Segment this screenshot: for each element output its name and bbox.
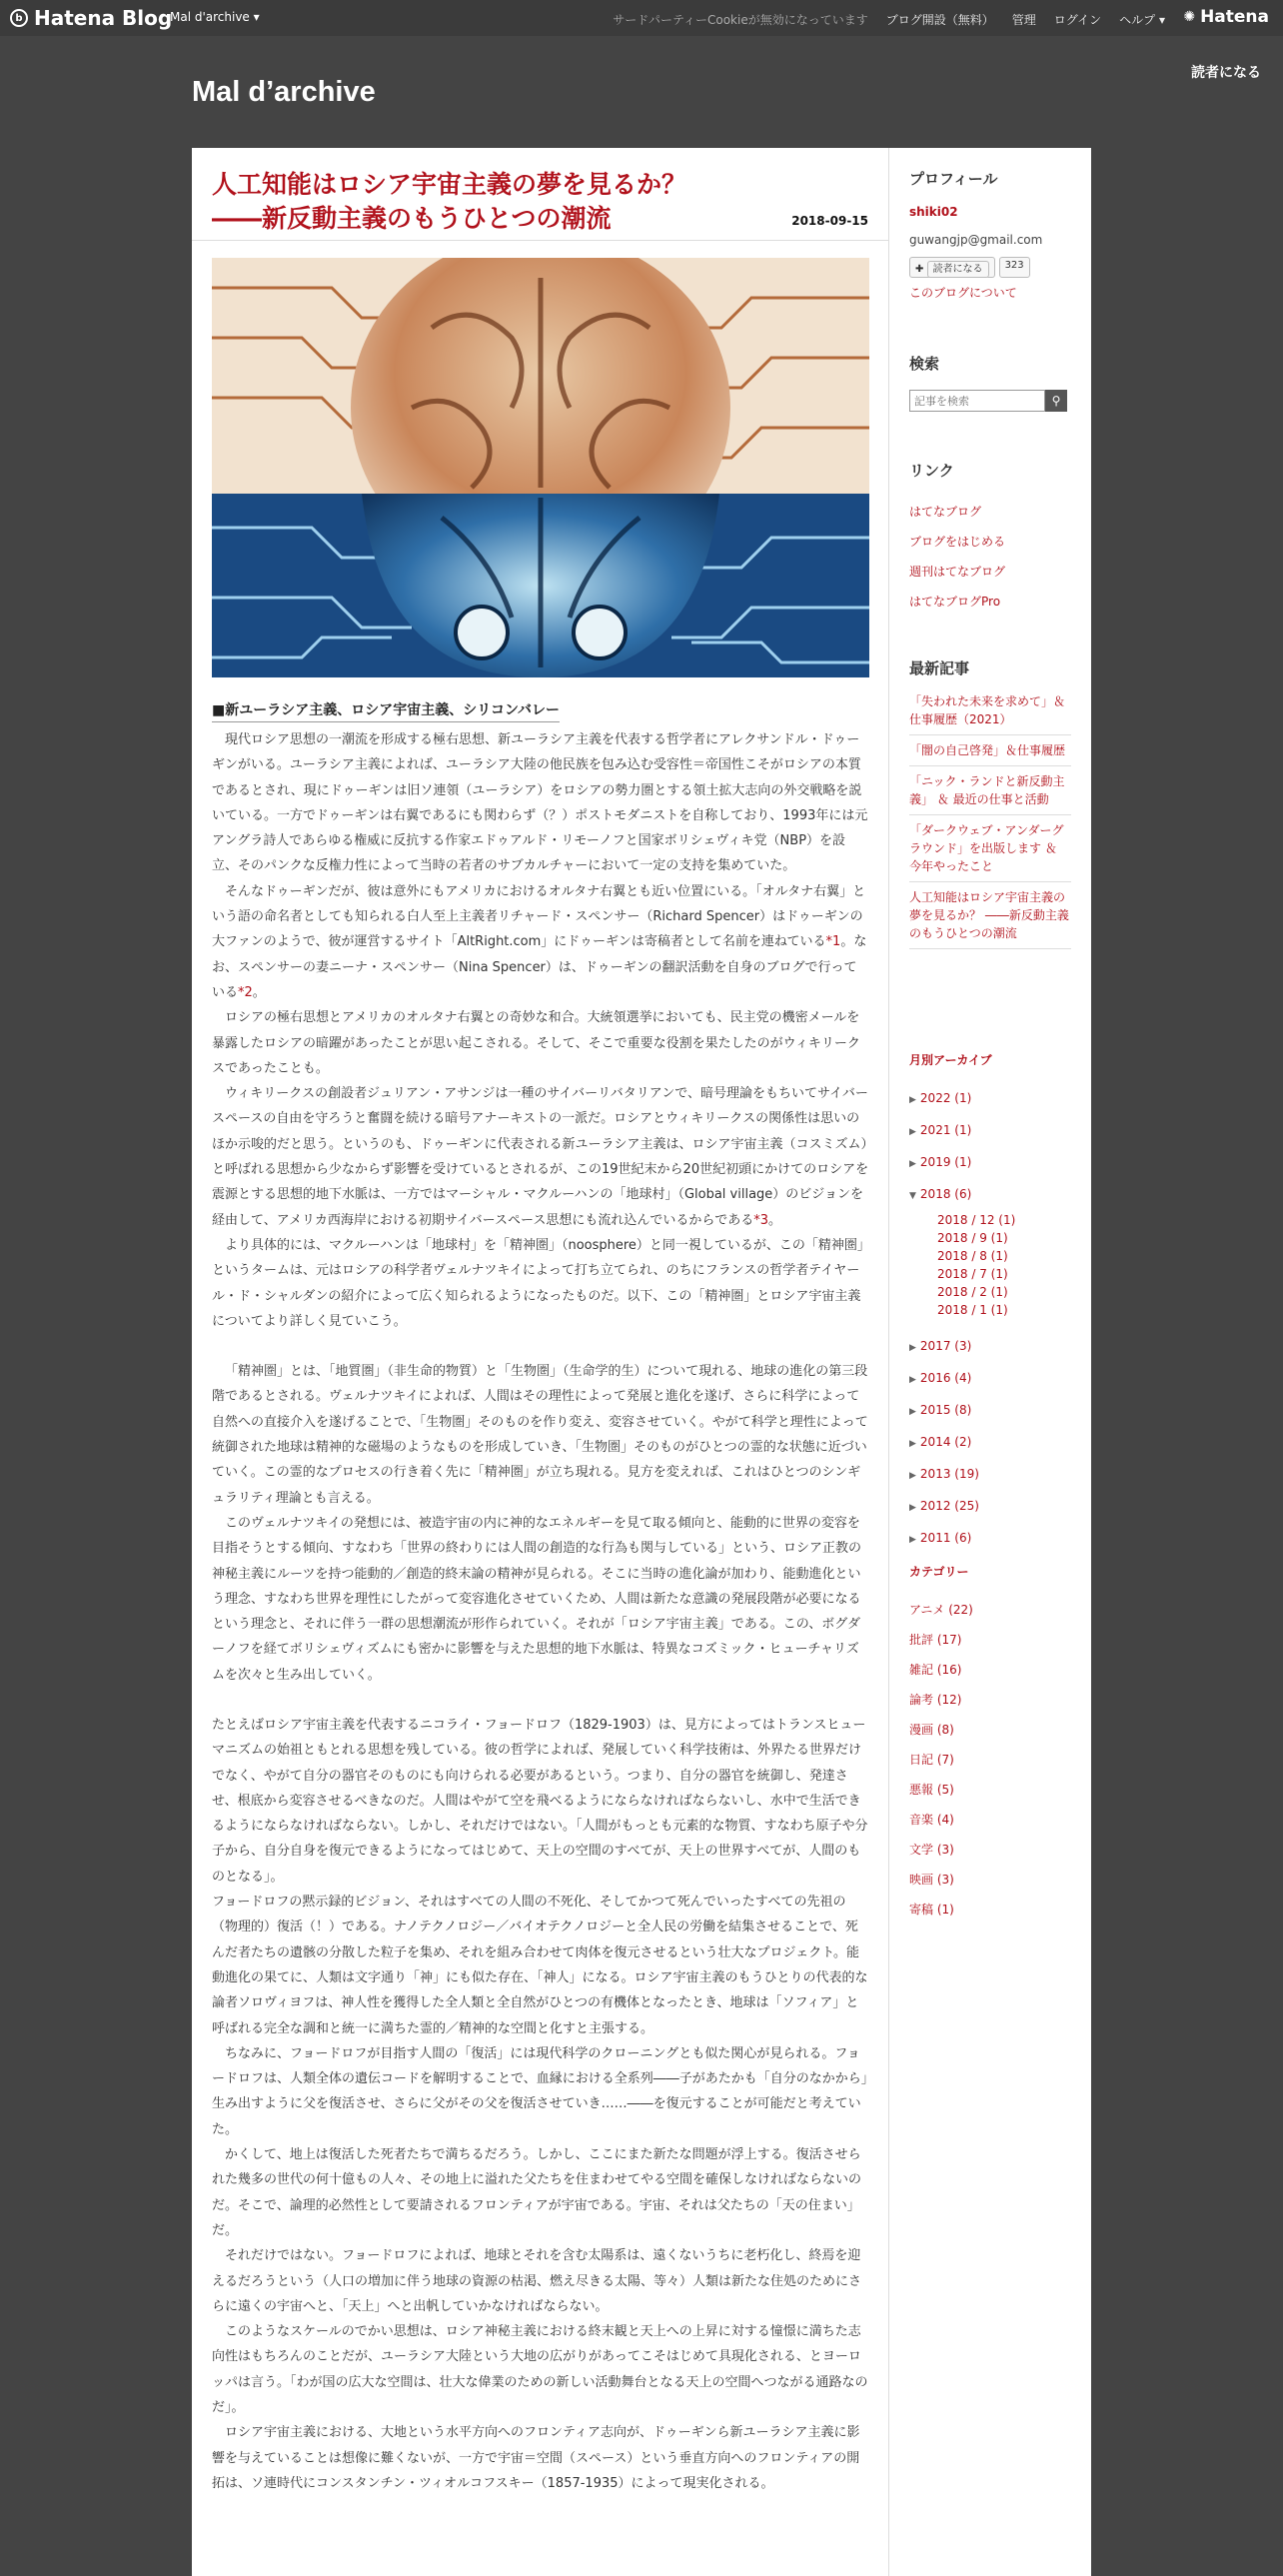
- search-button[interactable]: [1045, 390, 1067, 412]
- search-module: [909, 353, 1071, 412]
- category-link[interactable]: 批評 (17): [909, 1633, 962, 1647]
- search-heading: 検索: [909, 355, 940, 373]
- brain-scan-illustration: [212, 258, 869, 677]
- archive-year[interactable]: ▶ 2021 (1): [909, 1123, 972, 1137]
- sidebar-link[interactable]: 週刊はてなブログ: [909, 565, 1006, 579]
- subscribe-button[interactable]: 読者になる: [1191, 65, 1261, 81]
- section-heading: ■新ユーラシア主義、ロシア宇宙主義、シリコンバレー: [212, 699, 560, 722]
- global-header: [0, 0, 1283, 36]
- triangle-down-icon: ▼: [909, 1191, 916, 1201]
- profile-heading: プロフィール: [909, 170, 998, 188]
- hatena-blog-logo[interactable]: [10, 6, 172, 30]
- archive-year[interactable]: ▶ 2013 (19): [909, 1467, 979, 1481]
- archive-month[interactable]: 2018 / 9 (1): [937, 1231, 1008, 1245]
- archive-year[interactable]: ▶ 2015 (8): [909, 1403, 972, 1417]
- profile-email: guwangjp@gmail.com: [909, 233, 1043, 247]
- paragraph: 現代ロシア思想の一潮流を形成する極右思想、新ユーラシア主義を代表する哲学者にアレクサンドル・ドゥーギンがいる。ユーラシア主義によれば、ユーラシア大陸の他民族を包み込む受容性＝帝国性こそがロシアの本質であるとされ、現にドゥーギンは旧ソ連領（ユーラシア）をロシアの勢力圏とする領土拡大志向の外交戦略を説いている。一方でドゥーギンは右翼であるにも関わらず（？）ポストモダニストを自称しており、1993年には元アングラ詩人であらゆる権威に反抗する作家エドゥアルド・リモーノフと国家ボリシェヴィキ党（NBP）を設立、そのパンクな反権力性によって当時の若者のサブカルチャーにおいて一定の支持を集めていた。: [212, 732, 868, 874]
- help-menu[interactable]: ヘルプ ▾: [1119, 13, 1165, 27]
- archive-month[interactable]: 2018 / 12 (1): [937, 1213, 1016, 1227]
- triangle-right-icon: ▶: [909, 1471, 916, 1481]
- entry-body: [212, 727, 869, 2496]
- about-blog-link[interactable]: このブログについて: [909, 286, 1017, 300]
- title-divider: [192, 240, 889, 241]
- triangle-right-icon: ▶: [909, 1535, 916, 1545]
- cookie-notice: サードパーティーCookieが無効になっています: [613, 13, 868, 27]
- hatena-logo-icon: b: [10, 9, 28, 27]
- category-link[interactable]: 雑記 (16): [909, 1663, 962, 1677]
- archive-year[interactable]: ▶ 2012 (25): [909, 1499, 979, 1513]
- entry-title[interactable]: 人工知能はロシア宇宙主義の夢を見るか？ ――新反動主義のもうひとつの潮流: [212, 170, 712, 233]
- archive-year[interactable]: ▶ 2016 (4): [909, 1371, 972, 1385]
- paragraph: ウィキリークスの創設者ジュリアン・アサンジは一種のサイバーリバタリアンで、暗号理論をもちいてサイバースペースの自由を守ろうと奮闘を続ける暗号アナーキストの一派だ。ロシアとウィキリークスの関係性は思いのほか示唆的だと思う。というのも、ドゥーギンに代表される新ユーラシア主義は、ロシア宇宙主義（コスミズム）と呼ばれる思想から少なからず影響を受けているとされるが、この19世紀末から20世紀初頭にかけてのロシアを震源とする思想的地下水脈は、一方ではマーシャル・マクルーハンの「地球村」（Global village）のビジョンを経由して、アメリカ西海岸における初期サイバースペース思想にも流れ込んでいるからである*3。: [212, 1086, 869, 1228]
- hatena-sun-icon: ✺: [1183, 9, 1196, 25]
- sidebar-link[interactable]: はてなブログPro: [909, 595, 1001, 609]
- paragraph: ロシア宇宙主義における、大地という水平方向へのフロンティア志向が、ドゥーギンら新ユーラシア主義に影響を与えていることは想像に難くないが、一方で宇宙＝空間（スペース）という垂直方向へのフロンティアの開拓は、ソ連時代にコンスタンチン・ツィオルコフスキー（1857-1935）によって現実化される。: [212, 2425, 860, 2491]
- triangle-right-icon: ▶: [909, 1095, 916, 1105]
- archive-heading: 月別アーカイブ: [909, 1053, 992, 1067]
- brand-text: Hatena Blog: [34, 6, 173, 30]
- category-link[interactable]: 日記 (7): [909, 1753, 954, 1767]
- sidebar-subscribe-button[interactable]: ✚ 読者になる: [909, 257, 995, 278]
- paragraph-text: ウィキリークスの創設者ジュリアン・アサンジは一種のサイバーリバタリアンで、暗号理論をもちいてサイバースペースの自由を守ろうと奮闘を続ける暗号アナーキストの一派だ。ロシアとウィキリークスの関係性は思いのほか示唆的だと思う。というのも、ドゥーギンに代表される新ユーラシア主義は、ロシア宇宙主義（コスミズム）と呼ばれる思想から少なからず影響を受けているとされるが、この19世紀末から20世紀初頭にかけてのロシアを震源とする思想的地下水脈は、一方ではマーシャル・マクルーハンの「地球村」（Global village）のビジョンを経由して、アメリカ西海岸における初期サイバースペース思想にも流れ込んでいるからである: [212, 1086, 869, 1228]
- archive-year[interactable]: ▶ 2017 (3): [909, 1339, 972, 1353]
- subscribe-widget[interactable]: [909, 257, 1030, 278]
- footnote-link[interactable]: *2: [238, 984, 253, 1000]
- triangle-right-icon: ▶: [909, 1343, 916, 1353]
- paragraph: 「精神圏」とは、「地質圏」（非生命的物質）と「生物圏」（生命学的生）について現れる、地球の進化の第三段階であるとされる。ヴェルナツキイによれば、人間はその理性によって発展と進化を遂げ、さらに科学によって自然への直接介入を遂げることで、「生物圏」そのものを作り変え、変容させていく。やがて科学と理性によって統御された地球は精神的な磁場のようなものを形成していき、「生物圏」そのものがひとつの霊的な状態に近づいていく。この霊的なプロセスの行き着く先に「精神圏」が立ち現れる。見方を変えれば、これはひとつのシンギュラリティ理論とも言える。: [212, 1364, 868, 1506]
- triangle-right-icon: ▶: [909, 1407, 916, 1417]
- blog-title[interactable]: Mal d’archive: [192, 76, 376, 108]
- blog-menu-dropdown[interactable]: Mal d'archive ▾: [170, 10, 260, 24]
- archive-month[interactable]: 2018 / 1 (1): [937, 1303, 1008, 1317]
- global-nav: [613, 11, 1165, 28]
- archive-year-open[interactable]: ▼ 2018 (6): [909, 1187, 972, 1201]
- archive-module: [909, 1045, 1071, 1555]
- paragraph: それだけではない。フョードロフによれば、地球とそれを含む太陽系は、遠くないうちに老朽化し、終焉を迎えるだろうという（人口の増加に伴う地球の資源の枯渇、燃え尽きる太陽、等々）人類は新たな住処のためにさらに遠くの宇宙へと、「天上」へと出帆していかなければならない。: [212, 2248, 862, 2314]
- recent-entry-link[interactable]: 「ニック・ランドと新反動主義」 ＆ 最近の仕事と活動: [909, 766, 1071, 815]
- search-input[interactable]: [909, 390, 1045, 412]
- paragraph: より具体的には、マクルーハンは「地球村」を「精神圏」（noosphere）と同一視しているが、この「精神圏」というタームは、元はロシアの科学者ヴェルナツキイによって打ち立てられ、のちにフランスの哲学者テイヤール・ド・シャルダンの紹介によって広く知られるようになったものだ。以下、この「精神圏」とロシア宇宙主義についてより詳しく見ていこう。: [212, 1237, 864, 1329]
- profile-module: [909, 168, 1071, 301]
- recent-entry-link[interactable]: 「ダークウェブ・アンダーグラウンド」を出版します ＆ 今年やったこと: [909, 815, 1071, 882]
- profile-name[interactable]: shiki02: [909, 205, 958, 219]
- recent-entries-module: [909, 657, 1071, 949]
- hatena-menu[interactable]: [1183, 7, 1269, 27]
- paragraph: ロシアの極右思想とアメリカのオルタナ右翼との奇妙な和合。大統領選挙においても、民主党の機密メールを暴露したロシアの暗躍があったことが思い起こされる。そして、そこで重要な役割を果たしたのがウィキリークスであったことも。: [212, 1010, 860, 1076]
- recent-entry-link[interactable]: 「失われた未来を求めて」＆仕事履歴（2021）: [909, 686, 1071, 735]
- recent-heading: 最新記事: [909, 659, 970, 677]
- search-icon: ⚲: [1051, 394, 1061, 408]
- archive-month[interactable]: 2018 / 8 (1): [937, 1249, 1008, 1263]
- sidebar-link[interactable]: ブログをはじめる: [909, 535, 1006, 549]
- category-link[interactable]: 寄稿 (1): [909, 1903, 954, 1917]
- triangle-right-icon: ▶: [909, 1375, 916, 1385]
- search-form: [909, 390, 1067, 412]
- paragraph: ちなみに、フョードロフが目指す人間の「復活」には現代科学のクローニングとも似た関心が見られる。フョードロフは、人類全体の遺伝コードを解明することで、血縁における全系列――子があたかも「自分のなかから」生み出すように父を復活させ、さらに父がその父を復活させていき……――を復元することが可能だと考えていた。: [212, 2045, 868, 2137]
- category-link[interactable]: 文学 (3): [909, 1843, 954, 1857]
- category-link[interactable]: 悪報 (5): [909, 1783, 954, 1797]
- footnote-link[interactable]: *1: [825, 934, 841, 950]
- main-column: [192, 148, 889, 2576]
- content-wrapper: [192, 148, 1091, 2576]
- triangle-right-icon: ▶: [909, 1127, 916, 1137]
- links-heading: リンク: [909, 462, 954, 480]
- eyecatch-image: [212, 258, 869, 677]
- archive-year[interactable]: ▶ 2011 (6): [909, 1531, 972, 1545]
- category-module: [909, 1557, 1071, 1925]
- login-link[interactable]: ログイン: [1053, 13, 1102, 27]
- links-module: [909, 460, 1071, 617]
- paragraph-text: 。なお、スペンサーの妻ニーナ・スペンサー（Nina Spencer）は、ドゥーギンの翻訳活動を自身のブログで行っている: [212, 934, 867, 1000]
- category-link[interactable]: 映画 (3): [909, 1873, 954, 1887]
- category-link[interactable]: 論考 (12): [909, 1693, 962, 1707]
- triangle-right-icon: ▶: [909, 1439, 916, 1449]
- sidebar: [889, 148, 1091, 2576]
- category-link[interactable]: 音楽 (4): [909, 1813, 954, 1827]
- paragraph: このヴェルナツキイの発想には、被造宇宙の内に神的なエネルギーを見て取る傾向と、能動的に世界の変容を目指そうとする傾向、すなわち「世界の終わりには人間の創造的な行為も関与している」という、ロシア正教の神秘主義にルーツを持つ能動的／創造的終末論の精神が見られる。そこに当時の進化論が加わり、能動進化という理念、すなわち世界を理性にしたがって変容進化させていくため、人間は新たな意識の発展段階が必要になるという理念と、それに伴う一群の思想潮流が形作られていく。それが「ロシア宇宙主義」である。この、ボグダーノフを経てボリシェヴィズムにも密かに影響を与えた思想的地下水脈は、特異なコズミック・ヒューチャリズムを次々と生み出していく。: [212, 1515, 862, 1683]
- footnote-link[interactable]: *3: [753, 1212, 769, 1228]
- archive-year[interactable]: ▶ 2019 (1): [909, 1155, 972, 1169]
- hatena-label: Hatena: [1200, 7, 1269, 27]
- open-blog-link[interactable]: ブログ開設（無料）: [885, 13, 994, 27]
- sidebar-link[interactable]: はてなブログ: [909, 505, 982, 519]
- archive-year[interactable]: ▶ 2014 (2): [909, 1435, 972, 1449]
- paragraph: たとえばロシア宇宙主義を代表するニコライ・フョードロフ（1829-1903）は、見方によってはトランスヒューマニズムの始祖ともとれる思想を残している。彼の哲学によれば、発展していく科学技術は、外界たる世界だけでなく、やがて自分の器官そのものにも向けられる必要があるという。つまり、自分の器官を統御し、発達させ、根底から変容させるべきなのだ。人間はやがて空を飛べるようにならなければならないし、水中で生活できるようにならなければならない。しかし、それだけではない。「人間がもっとも元素的な物質、すなわち原子や分子から、自分自身を復元できるようになってはじめて、天上の空間のすべてが、天上の世界すべてが、人間のものとなる」。: [212, 1717, 868, 1885]
- triangle-right-icon: ▶: [909, 1503, 916, 1513]
- recent-entry-link[interactable]: 「闇の自己啓発」＆仕事履歴: [909, 735, 1071, 766]
- subscribe-label: 読者になる: [927, 261, 989, 278]
- category-link[interactable]: 漫画 (8): [909, 1723, 954, 1737]
- paragraph: そんなドゥーギンだが、彼は意外にもアメリカにおけるオルタナ右翼とも近い位置にいる。「オルタナ右翼」という語の命名者としても知られる白人至上主義者リチャード・スペンサー（Richard Spencer）はドゥーギンの大ファンのようで、彼が運営するサイト「AltRight.com」にドゥーギンは寄稿者として名前を連ねている*1。なお、スペンサーの妻ニーナ・スペンサー（Nina Spencer）は、ドゥーギンの翻訳活動を自身のブログで行っている*2。: [212, 883, 867, 1000]
- subscriber-count: 323: [999, 257, 1030, 278]
- category-heading: カテゴリー: [909, 1565, 969, 1579]
- archive-month[interactable]: 2018 / 7 (1): [937, 1267, 1008, 1281]
- paragraph: フョードロフの黙示録的ビジョン、それはすべての人間の不死化、そしてかつて死んでいったすべての先祖の（物理的）復活（！）である。ナノテクノロジー／バイオテクノロジーと全人民の労働を結集させることで、死んだ者たちの遺骸の分散した粒子を集め、それを組み合わせて肉体を復元させるという壮大なプロジェクト。能動進化の果てに、人類は文字通り「神」にも似た存在、「神人」になる。ロシア宇宙主義のもうひとりの代表的な論者ソロヴィヨフは、神人性を獲得した全人類と全自然がひとつの有機体となったとき、地球は「ソフィア」と呼ばれる完全な調和と統一に満ちた霊的／精神的な空間と化すと主張する。: [212, 1895, 868, 2036]
- admin-link[interactable]: 管理: [1011, 13, 1036, 27]
- recent-entry-link[interactable]: 人工知能はロシア宇宙主義の夢を見るか？ ――新反動主義のもうひとつの潮流: [909, 882, 1071, 949]
- archive-year[interactable]: ▶ 2022 (1): [909, 1091, 972, 1105]
- entry-date[interactable]: 2018-09-15: [791, 214, 868, 228]
- archive-months: [909, 1211, 1071, 1319]
- paragraph-text: そんなドゥーギンだが、彼は意外にもアメリカにおけるオルタナ右翼とも近い位置にいる。「オルタナ右翼」という語の命名者としても知られる白人至上主義者リチャード・スペンサー（Richard Spencer）はドゥーギンの大ファンのようで、彼が運営するサイト「AltRight.com」にドゥーギンは寄稿者として名前を連ねている: [212, 883, 866, 950]
- archive-month[interactable]: 2018 / 2 (1): [937, 1285, 1008, 1299]
- paragraph: このようなスケールのでかい思想は、ロシア神秘主義における終末観と天上への上昇に対する憧憬に満ちた志向性はもちろんのことだが、ユーラシア大陸という大地の広がりがあってこそはじめて具現化される、とヨーロッパは言う。「わが国の広大な空間は、壮大な偉業のための新しい活動舞台となる天上の空間へつながる通路なのだ」。: [212, 2324, 868, 2415]
- category-link[interactable]: アニメ (22): [909, 1603, 973, 1617]
- paragraph: かくして、地上は復活した死者たちで満ちるだろう。しかし、ここにまた新たな問題が浮上する。復活させられた幾多の世代の何十億もの人々、その地上に溢れた父たちを住まわせてやる空間を確保しなければならないのだ。そこで、論理的必然性として要請されるフロンティアが宇宙である。宇宙、それは父たちの「天の住まい」だ。: [212, 2147, 862, 2238]
- triangle-right-icon: ▶: [909, 1159, 916, 1169]
